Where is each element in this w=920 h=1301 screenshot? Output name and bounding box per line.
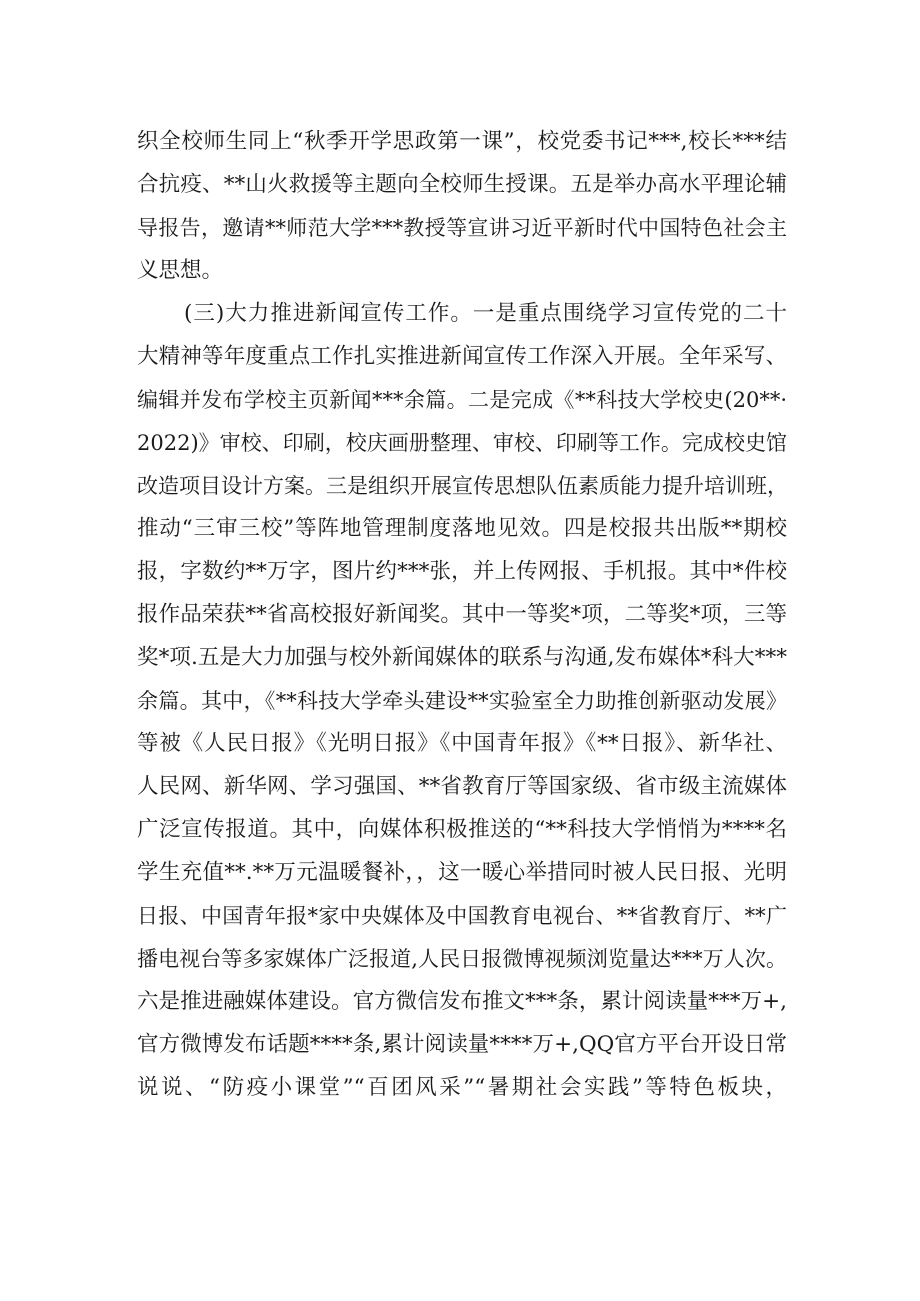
body-text-line: 编辑并发布学校主页新闻***余篇。二是完成《**科技大学校史(20**· [137, 388, 787, 412]
section-heading-line: (三)大力推进新闻宣传工作。一是重点围绕学习宣传党的二十 [184, 301, 787, 326]
body-text-line: 学生充值**.**万元温暖餐补，，这一暖心举措同时被人民日报、光明 [137, 860, 787, 885]
body-text-line: 等被《人民日报》《光明日报》《中国青年报》《**日报》、新华社、 [137, 731, 787, 756]
body-text-line: 2022)》审校、印刷，校庆画册整理、审校、印刷等工作。完成校史馆 [137, 431, 787, 455]
body-text-line: 义思想。 [137, 258, 224, 283]
body-text-line: 广泛宣传报道。其中，向媒体积极推送的“**科技大学悄悄为****名 [137, 817, 787, 842]
body-text-line: 余篇。其中，《**科技大学牵头建设**实验室全力助推创新驱动发展》 [137, 689, 787, 713]
body-text-line: 播电视台等多家媒体广泛报道,人民日报微博视频浏览量达***万人次。 [137, 947, 787, 971]
body-text-line: 人民网、新华网、学习强国、**省教育厅等国家级、省市级主流媒体 [137, 774, 787, 799]
body-text-line: 推动“三审三校”等阵地管理制度落地见效。四是校报共出版**期校 [137, 516, 787, 541]
body-text-line: 报，字数约**万字，图片约***张，并上传网报、手机报。其中*件校 [137, 559, 787, 584]
body-text-line: 改造项目设计方案。三是组织开展宣传思想队伍素质能力提升培训班， [137, 474, 788, 498]
body-text-line: 奖*项.五是大力加强与校外新闻媒体的联系与沟通,发布媒体*科大*** [137, 645, 787, 670]
body-text-line: 说说、“防疫小课堂”“百团风采”“暑期社会实践”等特色板块， [137, 1075, 787, 1100]
body-text-line: 报作品荣获**省高校报好新闻奖。其中一等奖*项，二等奖*项，三等 [137, 602, 787, 627]
body-text-line: 六是推进融媒体建设。官方微信发布推文***条，累计阅读量***万+, [137, 989, 787, 1014]
body-text-line: 合抗疫、**山火救援等主题向全校师生授课。五是举办高水平理论辅 [137, 172, 787, 197]
body-text-line: 日报、中国青年报*家中央媒体及中国教育电视台、**省教育厅、**广 [137, 904, 787, 928]
body-text-line: 官方微博发布话题****条,累计阅读量****万+,QQ官方平台开设日常 [137, 1032, 787, 1057]
body-text-line: 大精神等年度重点工作扎实推进新闻宣传工作深入开展。全年采写、 [137, 344, 787, 369]
body-text-line: 织全校师生同上“秋季开学思政第一课”，校党委书记***,校长***结 [137, 129, 787, 154]
body-text-line: 导报告，邀请**师范大学***教授等宣讲习近平新时代中国特色社会主 [137, 216, 787, 240]
